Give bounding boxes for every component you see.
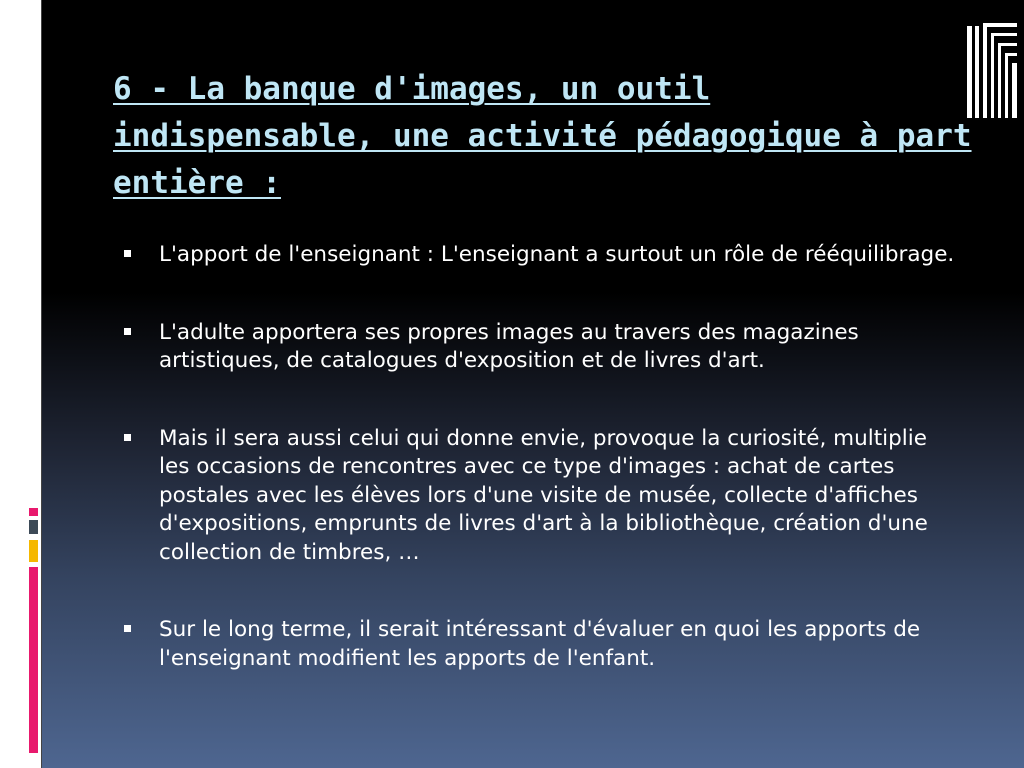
slide-title <box>113 66 973 207</box>
list-item <box>118 425 958 568</box>
bullet-text: Mais il sera aussi celui qui donne envie, provoque la curiosité, multiplie les occasions de rencontres avec ce type d'images : achat de cartes postales avec les élèves lors d'une visite de musée, collecte d'affiches d'expositions, emprunts de livres d'art à la bibliothèque, création d'une collection de timbres, … <box>159 425 928 565</box>
list-item <box>118 319 958 376</box>
bullet-text: L'apport de l'enseignant : L'enseignant a surtout un rôle de rééquilibrage. <box>159 242 955 267</box>
square-bullet-icon <box>124 434 131 441</box>
sidebar-edge-line <box>41 0 42 768</box>
bullet-list <box>118 241 958 673</box>
accent-bar-pink-small <box>29 508 38 516</box>
bullet-text: Sur le long terme, il serait intéressant d'évaluer en quoi les apports de l'enseignant modifient les apports de l'enfant. <box>159 617 921 671</box>
list-item <box>118 241 958 270</box>
list-item <box>118 616 958 673</box>
square-bullet-icon <box>124 328 131 335</box>
accent-bar-pink-long <box>29 567 38 753</box>
slide-title-text: 6 - La banque d'images, un outil indispensable, une activité pédagogique à part entière : <box>113 71 972 201</box>
square-bullet-icon <box>124 250 131 257</box>
accent-bar-yellow <box>29 540 38 562</box>
bullet-text: L'adulte apportera ses propres images au travers des magazines artistiques, de catalogues d'exposition et de livres d'art. <box>159 319 859 373</box>
accent-bar-slate <box>29 520 38 534</box>
bars-grid-icon <box>967 23 1017 118</box>
square-bullet-icon <box>124 625 131 632</box>
